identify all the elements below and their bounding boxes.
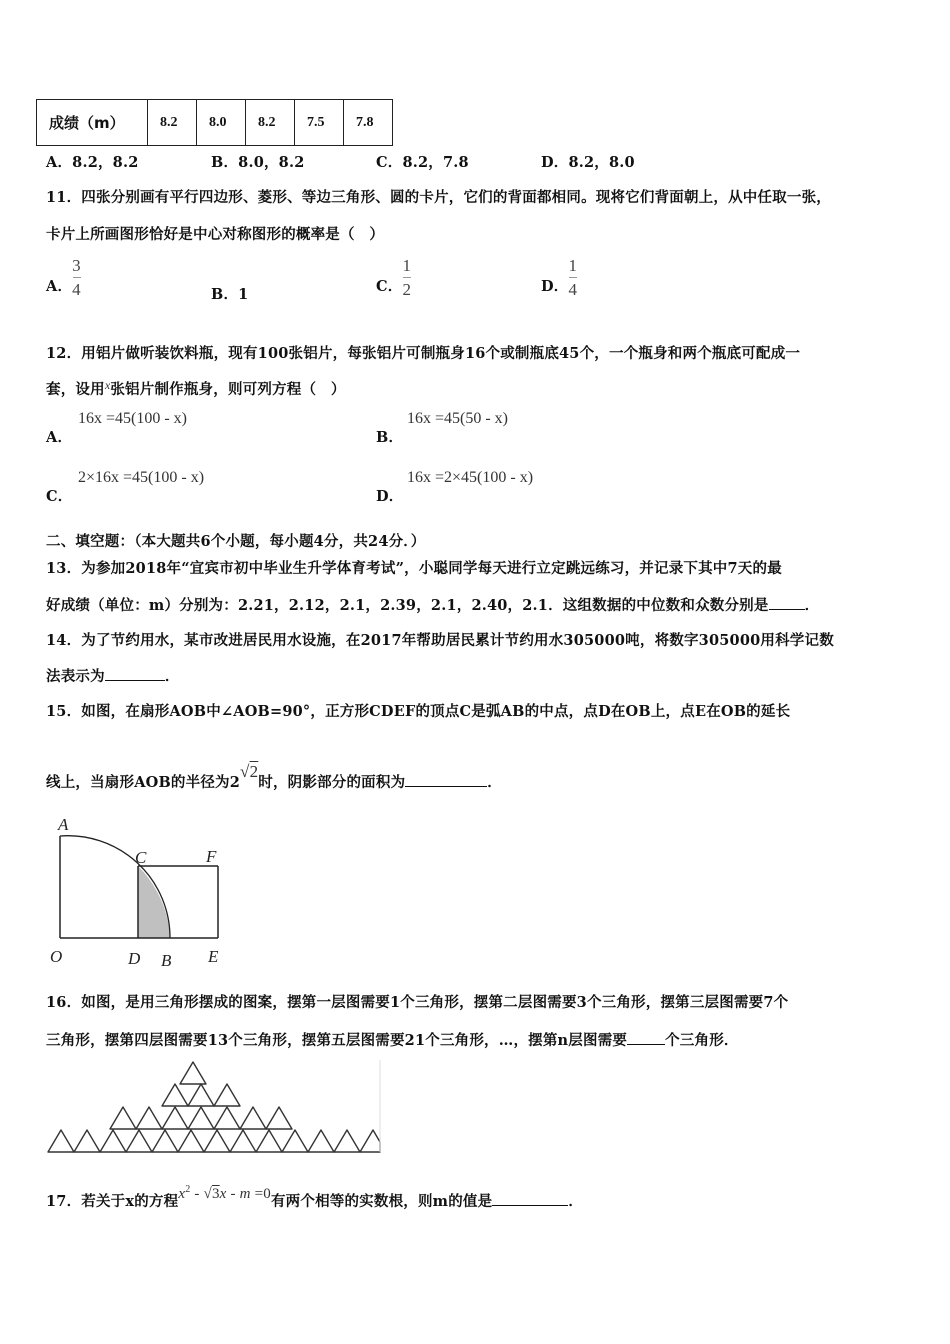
geometry-diagram	[44, 812, 234, 972]
stem-text: 时，阴影部分的面积为	[258, 774, 406, 791]
answer-blank[interactable]	[627, 1032, 665, 1045]
option-text: 8.0，8.2	[238, 154, 305, 171]
score-cell: 7.8	[344, 100, 393, 146]
q11-option-d[interactable]	[541, 257, 577, 298]
label-d: D	[128, 949, 141, 968]
score-cell: 8.2	[246, 100, 295, 146]
option-label: A．	[46, 154, 73, 171]
radicand: 3	[211, 1186, 220, 1202]
score-cell: 8.0	[197, 100, 246, 146]
stem-text: 线上，当扇形AOB的半径为2	[46, 774, 241, 791]
q15-stem-line1: 15．如图，在扇形AOB中∠AOB=90°，正方形CDEF的顶点C是弧AB的中点，点D在OB上，点E在OB的延长	[46, 703, 791, 720]
option-label: C．	[376, 278, 403, 295]
stem-text: 张铝片制作瓶身，则可列方程（ ）	[110, 381, 346, 398]
q12-option-a-formula: 16x =45(100 - x)	[78, 410, 188, 427]
equation: $x^2 - √3x - m =0$	[178, 1184, 271, 1202]
stem-text: 好成绩（单位：m）分别为：2.21，2.12，2.1，2.39，2.1，2.40，2.1．这组数据的中位数和众数分别是	[46, 597, 769, 614]
q11-option-a[interactable]	[46, 257, 81, 298]
numerator: 3	[72, 256, 81, 275]
exponent: 2	[185, 1184, 191, 1195]
denominator: 4	[72, 280, 81, 299]
q12-option-c-formula: 2×16x =45(100 - x)	[78, 469, 205, 486]
stem-text: 法表示为	[46, 668, 105, 685]
stem-text: 17．若关于x的方程	[46, 1193, 179, 1210]
sector-square-figure	[44, 812, 234, 972]
score-cell: 7.5	[295, 100, 344, 146]
radicand: 2	[249, 762, 259, 781]
var-x: x	[219, 1186, 227, 1202]
q10-option-b[interactable]	[211, 151, 305, 172]
q13-stem-line1: 13．为参加2018年“宜宾市初中毕业生升学体育考试”，小聪同学每天进行立定跳远练习，并记录下其中7天的最	[46, 560, 782, 577]
numerator: 1	[568, 256, 578, 275]
option-label: C．	[376, 154, 403, 171]
q12-option-b-label[interactable]: B．	[376, 429, 404, 446]
q14-stem-line1: 14．为了节约用水，某市改进居民用水设施，在2017年帮助居民累计节约用水305000吨，将数字305000用科学记数	[46, 632, 834, 649]
q10-option-a[interactable]	[46, 151, 139, 172]
scores-table	[36, 99, 393, 146]
q15-stem-line2	[46, 762, 502, 792]
equals-zero: =0	[250, 1186, 271, 1202]
q12-stem-line1: 12．用铝片做听装饮料瓶，现有100张铝片，每张铝片可制瓶身16个或制瓶底45个，一个瓶身和两个瓶底可配成一	[46, 345, 801, 362]
answer-blank[interactable]	[492, 1193, 568, 1206]
answer-blank[interactable]	[769, 597, 805, 610]
q10-option-d[interactable]	[541, 151, 635, 172]
fraction	[402, 257, 411, 298]
denominator: 2	[402, 280, 412, 299]
q11-option-c[interactable]	[376, 257, 411, 298]
answer-blank[interactable]	[105, 668, 165, 681]
q11-option-b[interactable]	[211, 283, 248, 304]
label-b: B	[161, 951, 172, 970]
option-label: B．	[211, 286, 239, 303]
option-label: B．	[211, 154, 239, 171]
option-text: 8.2，8.2	[72, 154, 139, 171]
section-title: 二、填空题：（本大题共6个小题，每小题4分，共24分．）	[46, 533, 426, 550]
stem-text: 个三角形．	[665, 1032, 739, 1049]
triangle-pattern	[46, 1060, 382, 1158]
var-m: m	[239, 1186, 251, 1202]
q13-stem-line2	[46, 594, 819, 615]
fraction	[568, 257, 577, 298]
numerator: 1	[402, 256, 412, 275]
sqrt-expression: √2	[240, 762, 259, 781]
q12-option-d-formula: 16x =2×45(100 - x)	[407, 469, 534, 486]
q14-stem-line2	[46, 665, 180, 686]
stem-text: 三角形，摆第四层图需要13个三角形，摆第五层图需要21个三角形，…，摆第n层图需要	[46, 1032, 628, 1049]
label-c: C	[135, 848, 147, 867]
q16-stem-line2	[46, 1029, 739, 1050]
triangle-pattern-figure	[46, 1060, 382, 1158]
stem-text: 有两个相等的实数根，则m的值是	[270, 1193, 493, 1210]
answer-blank[interactable]	[405, 774, 487, 787]
fraction	[72, 257, 81, 298]
option-text: 8.2，7.8	[402, 154, 469, 171]
option-text: 8.2，8.0	[568, 154, 635, 171]
q12-option-c-label[interactable]: C．	[46, 488, 73, 505]
stem-text: 套，设用	[46, 381, 105, 398]
option-label: A．	[46, 278, 73, 295]
label-e: E	[208, 947, 219, 966]
option-label: D．	[541, 154, 569, 171]
stem-end: ．	[804, 597, 820, 614]
stem-end: ．	[164, 668, 180, 685]
option-label: D．	[541, 278, 569, 295]
label-f: F	[206, 847, 217, 866]
q11-stem-line2: 卡片上所画图形恰好是中心对称图形的概率是（ ）	[46, 226, 385, 243]
option-text: 1	[238, 286, 249, 303]
q17-stem	[46, 1184, 583, 1211]
q12-option-a-label[interactable]: A．	[46, 429, 73, 446]
q12-option-d-label[interactable]: D．	[376, 488, 404, 505]
var-x: x	[178, 1186, 186, 1202]
q10-option-c[interactable]	[376, 151, 469, 172]
q16-stem-line1: 16．如图，是用三角形摆成的图案，摆第一层图需要1个三角形，摆第二层图需要3个三角形，摆第三层图需要7个	[46, 994, 789, 1011]
operator: -	[190, 1186, 204, 1202]
q12-option-b-formula: 16x =45(50 - x)	[407, 410, 509, 427]
label-a: A	[58, 815, 69, 834]
stem-end: ．	[487, 774, 502, 791]
denominator: 4	[568, 280, 578, 299]
q11-stem-line1: 11．四张分别画有平行四边形、菱形、等边三角形、圆的卡片，它们的背面都相同。现将它们背面朝上，从中任取一张，	[46, 189, 831, 206]
score-cell: 8.2	[148, 100, 197, 146]
variable-x: x	[104, 378, 111, 392]
stem-end: ．	[568, 1193, 584, 1210]
label-o: O	[50, 947, 63, 966]
scores-row	[37, 100, 393, 146]
scores-header: 成绩（m）	[37, 100, 148, 146]
operator: -	[226, 1186, 240, 1202]
q12-stem-line2	[46, 378, 346, 399]
